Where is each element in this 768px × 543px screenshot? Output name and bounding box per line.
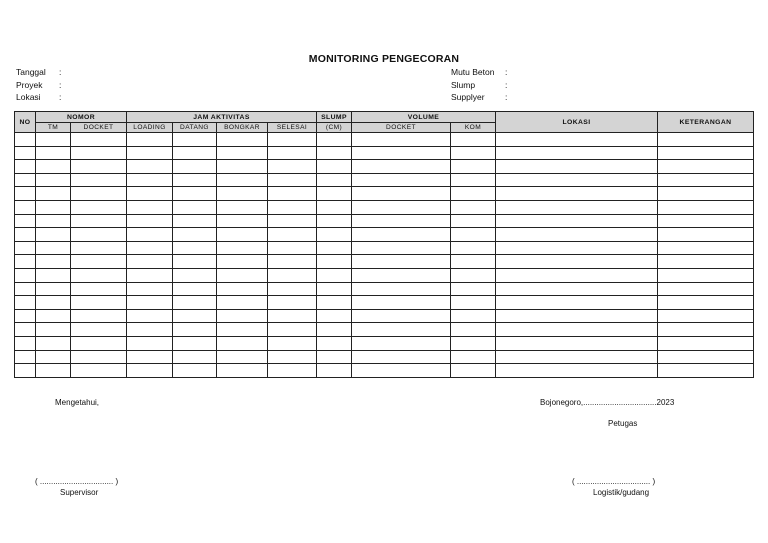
table-cell[interactable] [451,146,496,160]
table-cell[interactable] [217,350,268,364]
meta-proyek [16,79,61,92]
table-cell[interactable] [71,146,127,160]
table-cell[interactable] [36,173,71,187]
table-cell[interactable] [15,133,36,147]
table-cell[interactable] [217,173,268,187]
table-cell[interactable] [217,133,268,147]
table-cell[interactable] [317,160,352,174]
meta-mutu-beton [451,66,507,79]
table-cell[interactable] [352,364,451,378]
table-cell[interactable] [451,268,496,282]
table-cell[interactable] [658,160,754,174]
table-cell[interactable] [217,296,268,310]
table-cell[interactable] [352,160,451,174]
meta-separator: : [59,79,62,90]
meta-separator: : [505,92,508,102]
place-date: Bojonegoro,.................................2023 [540,398,675,407]
table-cell[interactable] [127,364,173,378]
table-cell[interactable] [496,173,658,187]
table-cell[interactable] [36,255,71,269]
table-cell[interactable] [352,336,451,350]
table-cell[interactable] [496,364,658,378]
meta-separator: : [59,67,62,77]
header-datang: DATANG [173,123,217,133]
table-row [15,146,754,160]
table-cell[interactable] [217,282,268,296]
table-cell[interactable] [71,296,127,310]
table-cell[interactable] [658,364,754,378]
table-cell[interactable] [451,309,496,323]
table-cell[interactable] [658,255,754,269]
header-docket: DOCKET [71,123,127,133]
table-cell[interactable] [217,214,268,228]
table-cell[interactable] [317,200,352,214]
table-cell[interactable] [451,336,496,350]
table-cell[interactable] [496,133,658,147]
table-row [15,323,754,337]
table-cell[interactable] [658,241,754,255]
table-cell[interactable] [173,146,217,160]
table-cell[interactable] [317,268,352,282]
table-cell[interactable] [451,173,496,187]
meta-label: Tanggal [16,67,46,77]
header-no: NO [15,112,36,133]
table-cell[interactable] [127,187,173,201]
table-row [15,173,754,187]
table-row [15,255,754,269]
table-cell[interactable] [217,255,268,269]
table-cell[interactable] [496,296,658,310]
table-cell[interactable] [71,364,127,378]
table-cell[interactable] [127,268,173,282]
table-cell[interactable] [658,228,754,242]
table-cell[interactable] [173,187,217,201]
table-cell[interactable] [173,336,217,350]
table-cell[interactable] [317,146,352,160]
table-row [15,296,754,310]
table-cell[interactable] [71,255,127,269]
table-cell[interactable] [36,336,71,350]
table-cell[interactable] [36,296,71,310]
table-cell[interactable] [127,146,173,160]
table-cell[interactable] [451,282,496,296]
table-cell[interactable] [173,309,217,323]
table-row [15,200,754,214]
header-cm: (CM) [317,123,352,133]
table-cell[interactable] [217,309,268,323]
table-cell[interactable] [496,309,658,323]
table-cell[interactable] [352,214,451,228]
table-row [15,309,754,323]
table-cell[interactable] [451,200,496,214]
header-keterangan: KETERANGAN [658,112,754,133]
table-cell[interactable] [15,309,36,323]
table-cell[interactable] [496,323,658,337]
header-jam-aktivitas: JAM AKTIVITAS [127,112,317,123]
table-cell[interactable] [36,282,71,296]
table-cell[interactable] [451,255,496,269]
table-cell[interactable] [217,187,268,201]
table-cell[interactable] [496,241,658,255]
table-cell[interactable] [451,214,496,228]
header-volume: VOLUME [352,112,496,123]
table-cell[interactable] [451,228,496,242]
header-lokasi: LOKASI [496,112,658,133]
table-cell[interactable] [317,255,352,269]
header-loading: LOADING [127,123,173,133]
table-cell[interactable] [15,228,36,242]
mengetahui-label: Mengetahui, [55,398,100,407]
table-cell[interactable] [127,241,173,255]
meta-label: Slump [451,79,476,90]
table-cell[interactable] [217,160,268,174]
table-cell[interactable] [127,309,173,323]
table-cell[interactable] [15,241,36,255]
table-cell[interactable] [127,200,173,214]
table-cell[interactable] [496,255,658,269]
table-cell[interactable] [127,173,173,187]
table-cell[interactable] [658,200,754,214]
header-volume-docket: DOCKET [352,123,451,133]
table-cell[interactable] [15,187,36,201]
table-cell[interactable] [317,282,352,296]
meta-tanggal [16,66,61,79]
table-row [15,160,754,174]
table-cell[interactable] [217,241,268,255]
table-cell[interactable] [268,146,317,160]
table-cell[interactable] [317,241,352,255]
table-cell[interactable] [173,133,217,147]
table-cell[interactable] [352,187,451,201]
table-cell[interactable] [15,268,36,282]
table-cell[interactable] [352,241,451,255]
table-cell[interactable] [15,255,36,269]
table-cell[interactable] [268,173,317,187]
meta-supplyer [451,91,507,104]
table-cell[interactable] [352,146,451,160]
table-cell[interactable] [71,241,127,255]
table-cell[interactable] [451,133,496,147]
table-cell[interactable] [317,187,352,201]
table-cell[interactable] [36,160,71,174]
meta-label: Mutu Beton [451,67,495,77]
header-selesai: SELESAI [268,123,317,133]
table-cell[interactable] [127,323,173,337]
table-cell[interactable] [317,309,352,323]
table-cell[interactable] [36,364,71,378]
table-cell[interactable] [658,173,754,187]
table-cell[interactable] [173,241,217,255]
table-cell[interactable] [658,350,754,364]
table-cell[interactable] [451,364,496,378]
table-cell[interactable] [352,350,451,364]
table-cell[interactable] [268,187,317,201]
meta-slump [451,79,507,92]
table-cell[interactable] [173,255,217,269]
table-cell[interactable] [15,214,36,228]
logistik-signature-line: ( ................................. ) [572,477,656,486]
table-cell[interactable] [268,228,317,242]
table-cell[interactable] [658,323,754,337]
table-cell[interactable] [71,173,127,187]
table-cell[interactable] [127,282,173,296]
table-cell[interactable] [127,214,173,228]
table-cell[interactable] [217,200,268,214]
table-cell[interactable] [127,133,173,147]
table-cell[interactable] [352,255,451,269]
table-cell[interactable] [173,160,217,174]
table-cell[interactable] [451,160,496,174]
table-cell[interactable] [173,282,217,296]
table-cell[interactable] [352,133,451,147]
table-row [15,350,754,364]
table-cell[interactable] [71,323,127,337]
table-cell[interactable] [268,255,317,269]
table-cell[interactable] [217,228,268,242]
table-cell[interactable] [127,160,173,174]
table-cell[interactable] [268,268,317,282]
table-cell[interactable] [173,173,217,187]
table-body [15,133,754,378]
table-cell[interactable] [15,146,36,160]
table-cell[interactable] [352,173,451,187]
table-cell[interactable] [173,323,217,337]
table-cell[interactable] [658,309,754,323]
logistik-label: Logistik/gudang [593,488,650,497]
table-cell[interactable] [451,187,496,201]
table-cell[interactable] [496,268,658,282]
table-cell[interactable] [496,350,658,364]
table-row [15,241,754,255]
monitoring-table [14,111,754,378]
table-cell[interactable] [71,350,127,364]
table-cell[interactable] [36,214,71,228]
table-cell[interactable] [496,187,658,201]
table-cell[interactable] [268,241,317,255]
table-cell[interactable] [15,173,36,187]
table-cell[interactable] [268,160,317,174]
table-row [15,268,754,282]
table-row [15,228,754,242]
header-kom: KOM [451,123,496,133]
table-cell[interactable] [658,146,754,160]
table-cell[interactable] [317,173,352,187]
table-cell[interactable] [496,146,658,160]
table-cell[interactable] [36,187,71,201]
table-cell[interactable] [173,200,217,214]
meta-separator: : [59,92,62,102]
table-cell[interactable] [317,133,352,147]
table-cell[interactable] [36,268,71,282]
table-cell[interactable] [217,268,268,282]
table-cell[interactable] [36,309,71,323]
table-cell[interactable] [127,228,173,242]
table-cell[interactable] [268,309,317,323]
table-cell[interactable] [352,323,451,337]
table-cell[interactable] [36,323,71,337]
table-cell[interactable] [127,255,173,269]
table-cell[interactable] [352,268,451,282]
header-nomor: NOMOR [36,112,127,123]
table-cell[interactable] [658,268,754,282]
meta-label: Proyek [16,79,43,90]
table-cell[interactable] [173,268,217,282]
table-cell[interactable] [15,350,36,364]
table-cell[interactable] [15,364,36,378]
table-cell[interactable] [496,336,658,350]
table-cell[interactable] [71,282,127,296]
meta-lokasi [16,91,61,104]
table-cell[interactable] [173,228,217,242]
table-cell[interactable] [268,350,317,364]
table-cell[interactable] [71,214,127,228]
table-cell[interactable] [451,296,496,310]
meta-separator: : [505,79,508,90]
table-cell[interactable] [317,296,352,310]
table-cell[interactable] [36,133,71,147]
table-row [15,133,754,147]
table-cell[interactable] [496,200,658,214]
table-cell[interactable] [36,200,71,214]
table-cell[interactable] [36,146,71,160]
meta-label: Supplyer [451,92,485,102]
table-cell[interactable] [451,323,496,337]
table-cell[interactable] [496,160,658,174]
table-cell[interactable] [496,282,658,296]
table-cell[interactable] [15,282,36,296]
table-cell[interactable] [15,200,36,214]
table-cell[interactable] [36,241,71,255]
table-cell[interactable] [268,200,317,214]
table-cell[interactable] [15,296,36,310]
table-cell[interactable] [658,187,754,201]
table-row [15,336,754,350]
table-cell[interactable] [36,228,71,242]
table-cell[interactable] [217,323,268,337]
table-cell[interactable] [268,282,317,296]
table-cell[interactable] [352,309,451,323]
table-cell[interactable] [658,282,754,296]
table-cell[interactable] [15,323,36,337]
table-cell[interactable] [217,364,268,378]
table-cell[interactable] [352,200,451,214]
table-cell[interactable] [317,228,352,242]
meta-right [451,66,507,104]
table-row [15,214,754,228]
table-cell[interactable] [317,350,352,364]
table-cell[interactable] [15,160,36,174]
table-cell[interactable] [71,228,127,242]
header-bongkar: BONGKAR [217,123,268,133]
supervisor-label: Supervisor [60,488,99,497]
table-cell[interactable] [71,160,127,174]
table-row [15,364,754,378]
table-cell[interactable] [317,323,352,337]
table-cell[interactable] [451,241,496,255]
table-cell[interactable] [127,336,173,350]
meta-left [16,66,61,104]
page-title: MONITORING PENGECORAN [308,53,460,65]
header-tm: TM [36,123,71,133]
meta-label: Lokasi [16,92,41,102]
table-cell[interactable] [71,133,127,147]
header-slump: SLUMP [317,112,352,123]
table-cell[interactable] [71,187,127,201]
table-cell[interactable] [71,309,127,323]
table-cell[interactable] [658,296,754,310]
table-cell[interactable] [71,336,127,350]
table-cell[interactable] [268,133,317,147]
table-cell[interactable] [127,296,173,310]
table-cell[interactable] [217,336,268,350]
petugas-label: Petugas [608,419,638,428]
table-cell[interactable] [268,214,317,228]
table-cell[interactable] [496,228,658,242]
table-cell[interactable] [352,282,451,296]
table-cell[interactable] [71,268,127,282]
table-cell[interactable] [173,214,217,228]
table-cell[interactable] [268,323,317,337]
table-cell[interactable] [496,214,658,228]
table-cell[interactable] [317,336,352,350]
table-cell[interactable] [173,350,217,364]
supervisor-signature-line: ( ................................. ) [35,477,119,486]
table-cell[interactable] [658,133,754,147]
table-cell[interactable] [268,336,317,350]
table-cell[interactable] [352,228,451,242]
table-row [15,282,754,296]
table-cell[interactable] [352,296,451,310]
table-cell[interactable] [173,296,217,310]
table-cell[interactable] [658,214,754,228]
table-cell[interactable] [217,146,268,160]
table-cell[interactable] [317,214,352,228]
table-cell[interactable] [658,336,754,350]
table-cell[interactable] [36,350,71,364]
table-cell[interactable] [451,350,496,364]
table-cell[interactable] [268,296,317,310]
table-cell[interactable] [15,336,36,350]
table-cell[interactable] [71,200,127,214]
table-cell[interactable] [317,364,352,378]
meta-separator: : [505,67,508,77]
table-cell[interactable] [127,350,173,364]
table-cell[interactable] [268,364,317,378]
table-cell[interactable] [173,364,217,378]
table-row [15,187,754,201]
